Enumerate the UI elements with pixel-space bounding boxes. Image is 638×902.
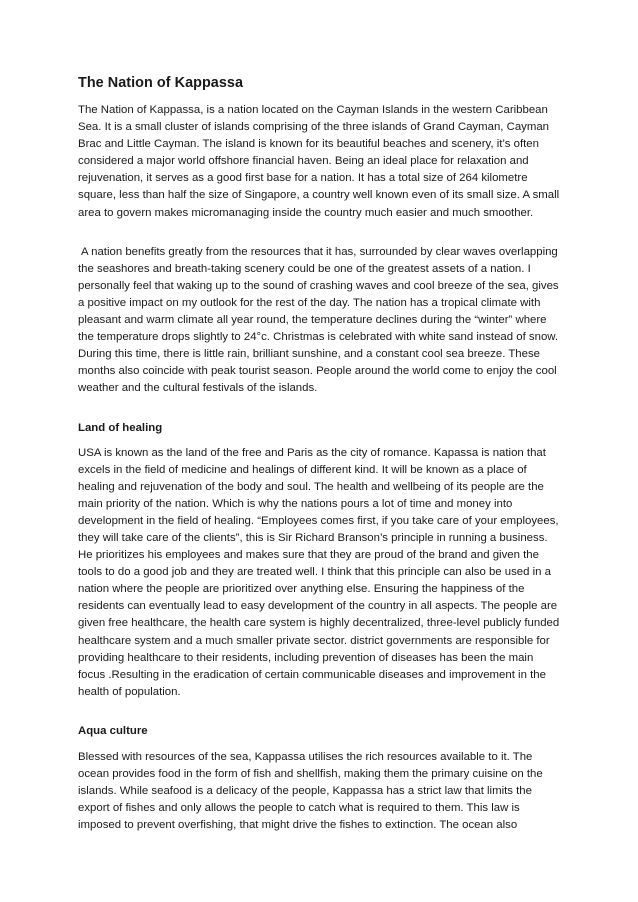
section-heading-healing: Land of healing <box>78 421 163 434</box>
section-heading-aquaculture: Aqua culture <box>78 724 148 737</box>
paragraph-resources: A nation benefits greatly from the resources that it has, surrounded by clear waves overlapping the seashores and breath-taking scenery could be one of the greatest assets of a nation. I personally feel that waking up to the sound of crashing waves and cool breeze of the sea, gives a positive impact on my outlook for the rest of the day. The nation has a tropical climate with pleasant and warm climate all year round, the temperature declines during the “winter” where the temperature drops slightly to 24°c. Christmas is celebrated with white sand instead of snow. During this time, there is little rain, brilliant sunshine, and a constant cool sea breeze. These months also coincide with peak tourist season. People around the world come to enjoy the cool weather and the cultural festivals of the islands. <box>78 245 559 395</box>
paragraph-aquaculture: Blessed with resources of the sea, Kappassa utilises the rich resources available to it. The ocean provides food in the form of fish and shellfish, making them the primary cuisine on the islands. While seafood is a delicacy of the people, Kappassa has a strict law that limits the export of fishes and only allows the people to catch what is required to them. This law is imposed to prevent overfishing, that might drive the fishes to extinction. The ocean also <box>78 750 543 832</box>
paragraph-intro: The Nation of Kappassa, is a nation located on the Cayman Islands in the western Caribbean Sea. It is a small cluster of islands comprising of the three islands of Grand Cayman, Cayman Brac and Little Cayman. The island is known for its beautiful beaches and scenery, it’s often considered a major world offshore financial haven. Being an ideal place for relaxation and rejuvenation, it serves as a good first base for a nation. It has a total size of 264 kilometre square, less than half the size of Singapore, a country well known even of its small size. A small area to govern makes micromanaging inside the country much easier and much smoother. <box>78 104 560 219</box>
document-body <box>78 73 562 834</box>
paragraph-healing: USA is known as the land of the free and Paris as the city of romance. Kapassa is nation that excels in the field of medicine and healings of different kind. It will be known as a place of healing and rejuvenation of the body and soul. The health and wellbeing of its people are the main priority of the nation. Which is why the nations pours a lot of time and money into development in the field of healing. “Employees comes first, if you take care of your employees, they will take care of the clients”, this is Sir Richard Branson’s principle in running a business. He prioritizes his employees and makes sure that they are proud of the brand and given the tools to do a good job and they are treated well. I think that this principle can also be used in a nation where the people are prioritized over anything else. Ensuring the happiness of the residents can eventually lead to easy development of the country in all aspects. The people are given free healthcare, the health care system is highly decentralized, three-level publicly funded healthcare system and a much smaller private sector. district governments are responsible for providing healthcare to their residents, including prevention of diseases has been the main focus .Resulting in the eradication of certain communicable diseases and improvement in the health of population. <box>78 446 560 698</box>
document-title: The Nation of Kappassa <box>78 75 244 91</box>
